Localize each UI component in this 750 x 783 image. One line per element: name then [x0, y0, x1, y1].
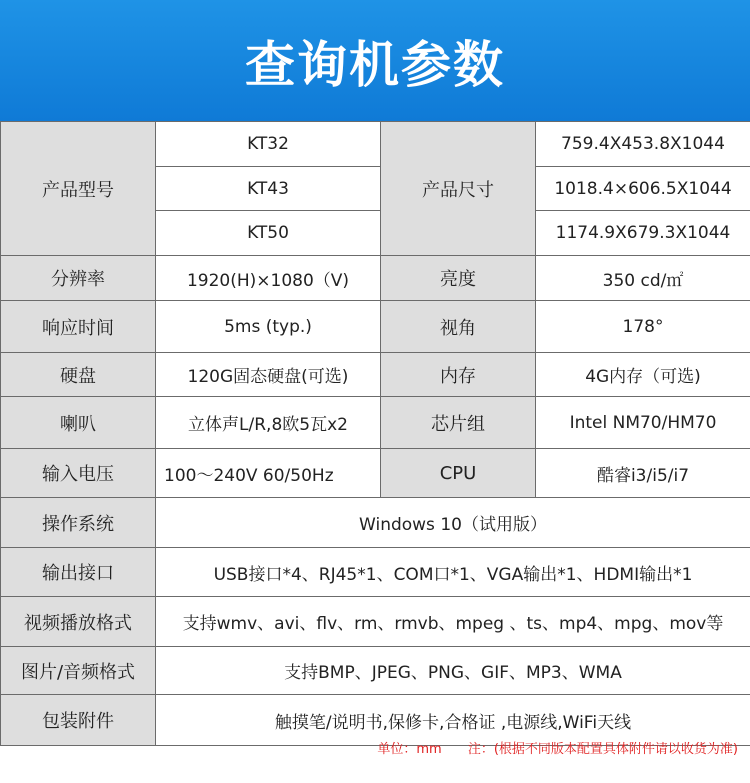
label-response: 响应时间	[1, 301, 156, 353]
value-model-3: KT50	[156, 211, 381, 256]
table-row	[1, 548, 750, 597]
value-chipset: Intel NM70/HM70	[536, 397, 750, 449]
label-video: 视频播放格式	[1, 597, 156, 647]
label-brightness: 亮度	[381, 256, 536, 301]
table-row	[1, 498, 750, 548]
value-size-3: 1174.9X679.3X1044	[536, 211, 750, 256]
value-storage: 120G固态硬盘(可选)	[156, 353, 381, 397]
footnote	[355, 738, 738, 757]
label-voltage: 输入电压	[1, 449, 156, 498]
value-accessories: 触摸笔/说明书,保修卡,合格证 ,电源线,WiFi天线	[156, 695, 750, 746]
label-model: 产品型号	[1, 122, 156, 256]
table-row	[1, 449, 750, 498]
value-size-2: 1018.4×606.5X1044	[536, 167, 750, 211]
remark-note: 注：(根据不同版本配置具体附件请以收货为准)	[467, 742, 738, 757]
label-speaker: 喇叭	[1, 397, 156, 449]
value-os: Windows 10（试用版）	[156, 498, 750, 548]
value-image-audio: 支持BMP、JPEG、PNG、GIF、MP3、WMA	[156, 647, 750, 695]
value-memory: 4G内存（可选)	[536, 353, 750, 397]
label-size: 产品尺寸	[381, 122, 536, 256]
value-speaker: 立体声L/R,8欧5瓦x2	[156, 397, 381, 449]
label-os: 操作系统	[1, 498, 156, 548]
table-row	[1, 256, 750, 301]
table-row	[1, 353, 750, 397]
table-row	[1, 301, 750, 353]
label-chipset: 芯片组	[381, 397, 536, 449]
value-cpu: 酷睿i3/i5/i7	[536, 449, 750, 498]
value-brightness: 350 cd/㎡	[536, 256, 750, 301]
label-accessories: 包装附件	[1, 695, 156, 746]
label-resolution: 分辨率	[1, 256, 156, 301]
label-cpu: CPU	[381, 449, 536, 498]
value-response: 5ms (typ.)	[156, 301, 381, 353]
value-model-2: KT43	[156, 167, 381, 211]
unit-note: 单位：mm	[377, 742, 442, 757]
label-memory: 内存	[381, 353, 536, 397]
value-ports: USB接口*4、RJ45*1、COM口*1、VGA输出*1、HDMI输出*1	[156, 548, 750, 597]
value-size-1: 759.4X453.8X1044	[536, 122, 750, 167]
table-row	[1, 122, 750, 167]
page-header	[0, 0, 750, 121]
value-video: 支持wmv、avi、flv、rm、rmvb、mpeg 、ts、mp4、mpg、mov等	[156, 597, 750, 647]
table-row	[1, 647, 750, 695]
page-title: 查询机参数	[245, 35, 505, 94]
label-viewing: 视角	[381, 301, 536, 353]
label-ports: 输出接口	[1, 548, 156, 597]
table-row	[1, 397, 750, 449]
table-row	[1, 597, 750, 647]
label-storage: 硬盘	[1, 353, 156, 397]
value-resolution: 1920(H)×1080（V)	[156, 256, 381, 301]
value-model-1: KT32	[156, 122, 381, 167]
specs-table	[0, 121, 750, 746]
value-voltage: 100～240V 60/50Hz	[156, 449, 381, 498]
value-viewing: 178°	[536, 301, 750, 353]
label-image-audio: 图片/音频格式	[1, 647, 156, 695]
